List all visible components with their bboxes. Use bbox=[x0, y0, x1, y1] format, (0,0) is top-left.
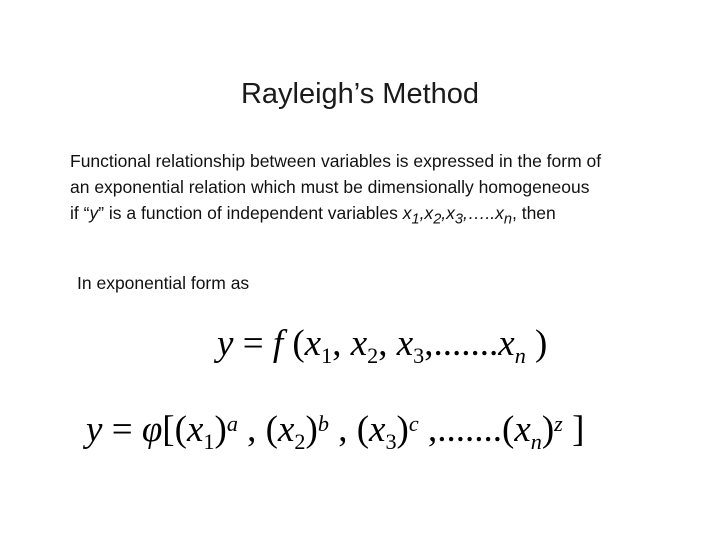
line3-prefix: if “ bbox=[70, 203, 90, 223]
independent-variables: $x_1,x_2,x_3,\dots..x_n$ bbox=[402, 203, 512, 228]
line3-middle: ” is a function of independent variables bbox=[98, 203, 403, 223]
exponential-form-label: In exponential form as bbox=[77, 273, 250, 293]
equation-functional-form: y = f ($x_1$, $x_2$, $x_3,.......x_n$ ) bbox=[217, 323, 548, 368]
line3-suffix: , then bbox=[511, 203, 556, 223]
equation-exponential-form: $y = \varphi[(x_1)^a$ , $(x_2)^b$ , $(x_3)^c$ $,.......(x_n)^z$ ] bbox=[86, 409, 585, 454]
body-paragraph bbox=[70, 148, 690, 233]
variable-y: y bbox=[89, 203, 99, 223]
slide-title: Rayleigh’s Method bbox=[240, 78, 480, 110]
paragraph-line-3 bbox=[70, 200, 690, 233]
paragraph-line-1: Functional relationship between variables is expressed in the form of bbox=[70, 151, 602, 171]
paragraph-line-2: an exponential relation which must be dimensionally homogeneous bbox=[70, 177, 590, 197]
